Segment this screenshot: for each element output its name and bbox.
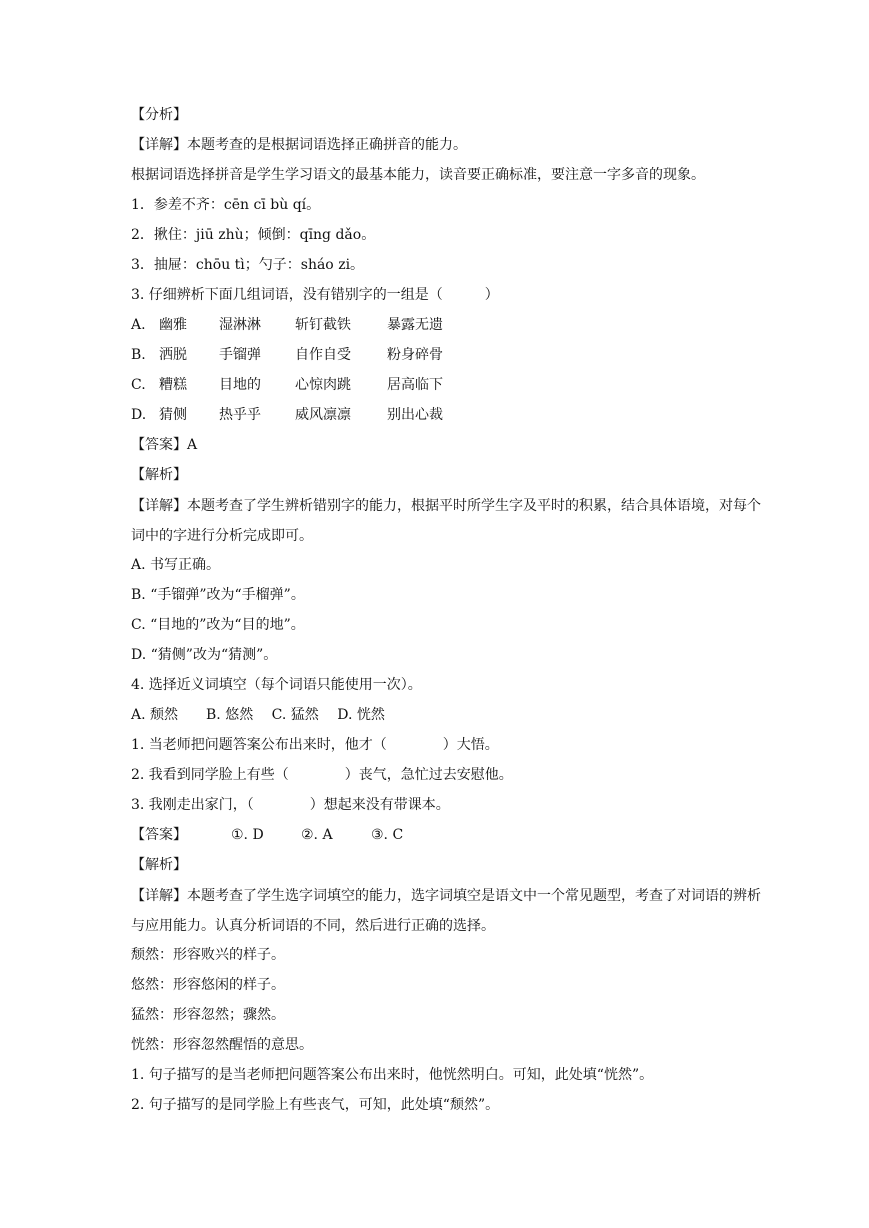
option-word: 威风凛凛 (295, 407, 351, 423)
option-d (131, 405, 443, 425)
option-word: 粉身碎骨 (387, 347, 443, 363)
option-label: D. (131, 407, 147, 423)
fill-sentence: 2. 我看到同学脸上有些（ ）丧气，急忙过去安慰他。 (131, 767, 513, 783)
fill-sentence: 1. 当老师把问题答案公布出来时，他才（ ）大悟。 (131, 737, 499, 753)
answer-value: ②. A (301, 827, 333, 843)
pinyin-item: 1．参差不齐：cēn cī bù qí。 (131, 197, 321, 213)
option-word: 手镏弹 (219, 347, 261, 363)
analysis-heading: 【分析】 (131, 107, 187, 123)
definition-item: 悠然：形容悠闲的样子。 (131, 977, 285, 993)
option-word: 糟糕 (159, 377, 187, 393)
option-word: 自作自受 (295, 347, 351, 363)
option-c (131, 375, 443, 395)
answer-value: ①. D (231, 827, 264, 843)
correction-item: B. “手镏弹”改为“手榴弹”。 (131, 587, 305, 603)
question-3-stem: 3. 仔细辨析下面几组词语，没有错别字的一组是（ ） (131, 287, 499, 303)
definition-item: 颓然：形容败兴的样子。 (131, 947, 285, 963)
question-4-stem: 4. 选择近义词填空（每个词语只能使用一次）。 (131, 677, 422, 693)
option-b (131, 345, 443, 365)
option-a (131, 315, 443, 335)
explanation-item: 1. 句子描写的是当老师把问题答案公布出来时，他恍然明白。可知，此处填“恍然”。 (131, 1067, 654, 1083)
word-choices: A. 颓然 B. 悠然 C. 猛然 D. 恍然 (131, 707, 385, 723)
answer-line (131, 825, 769, 845)
definition-item: 恍然：形容忽然醒悟的意思。 (131, 1037, 313, 1053)
option-word: 目地的 (219, 377, 261, 393)
option-word: 斩钉截铁 (295, 317, 351, 333)
answer-label: 【答案】 (131, 827, 187, 843)
option-word: 热乎乎 (219, 407, 261, 423)
option-word: 暴露无遗 (387, 317, 443, 333)
explanation-item: 2. 句子描写的是同学脸上有些丧气，可知，此处填“颓然”。 (131, 1097, 500, 1113)
pinyin-item: 2．揪住：jiū zhù；倾倒：qīng dǎo。 (131, 227, 376, 243)
option-word: 幽雅 (159, 317, 187, 333)
correction-item: D. “猜侧”改为“猜测”。 (131, 647, 278, 663)
correction-item: A. 书写正确。 (131, 557, 221, 573)
pinyin-item: 3．抽屉：chōu tì；勺子：sháo zi。 (131, 257, 365, 273)
answer-value: ③. C (371, 827, 404, 843)
definition-item: 猛然：形容忽然；骤然。 (131, 1007, 285, 1023)
option-word: 湿淋淋 (219, 317, 261, 333)
option-word: 洒脱 (159, 347, 187, 363)
option-word: 心惊肉跳 (295, 377, 351, 393)
fill-sentence: 3. 我刚走出家门，（ ）想起来没有带课本。 (131, 797, 450, 813)
option-word: 居高临下 (387, 377, 443, 393)
option-label: A. (131, 317, 146, 333)
option-word: 猜侧 (159, 407, 187, 423)
detail-paragraph: 【详解】本题考查了学生选字词填空的能力，选字词填空是语文中一个常见题型，考查了对词语的辨析与应用能力。认真分析词语的不同，然后进行正确的选择。 (131, 888, 761, 934)
detail-paragraph: 【详解】本题考查的是根据词语选择正确拼音的能力。 (131, 137, 467, 153)
option-label: B. (131, 347, 146, 363)
option-label: C. (131, 377, 146, 393)
option-word: 别出心裁 (387, 407, 443, 423)
detail-paragraph: 【详解】本题考查了学生辨析错别字的能力，根据平时所学生字及平时的积累，结合具体语境，对每个词中的字进行分析完成即可。 (131, 498, 761, 544)
analysis-heading: 【解析】 (131, 467, 187, 483)
answer-line: 【答案】A (131, 437, 198, 453)
correction-item: C. “目地的”改为“目的地”。 (131, 617, 305, 633)
explain-paragraph: 根据词语选择拼音是学生学习语文的最基本能力，读音要正确标准，要注意一字多音的现象。 (131, 167, 705, 183)
analysis-heading: 【解析】 (131, 857, 187, 873)
